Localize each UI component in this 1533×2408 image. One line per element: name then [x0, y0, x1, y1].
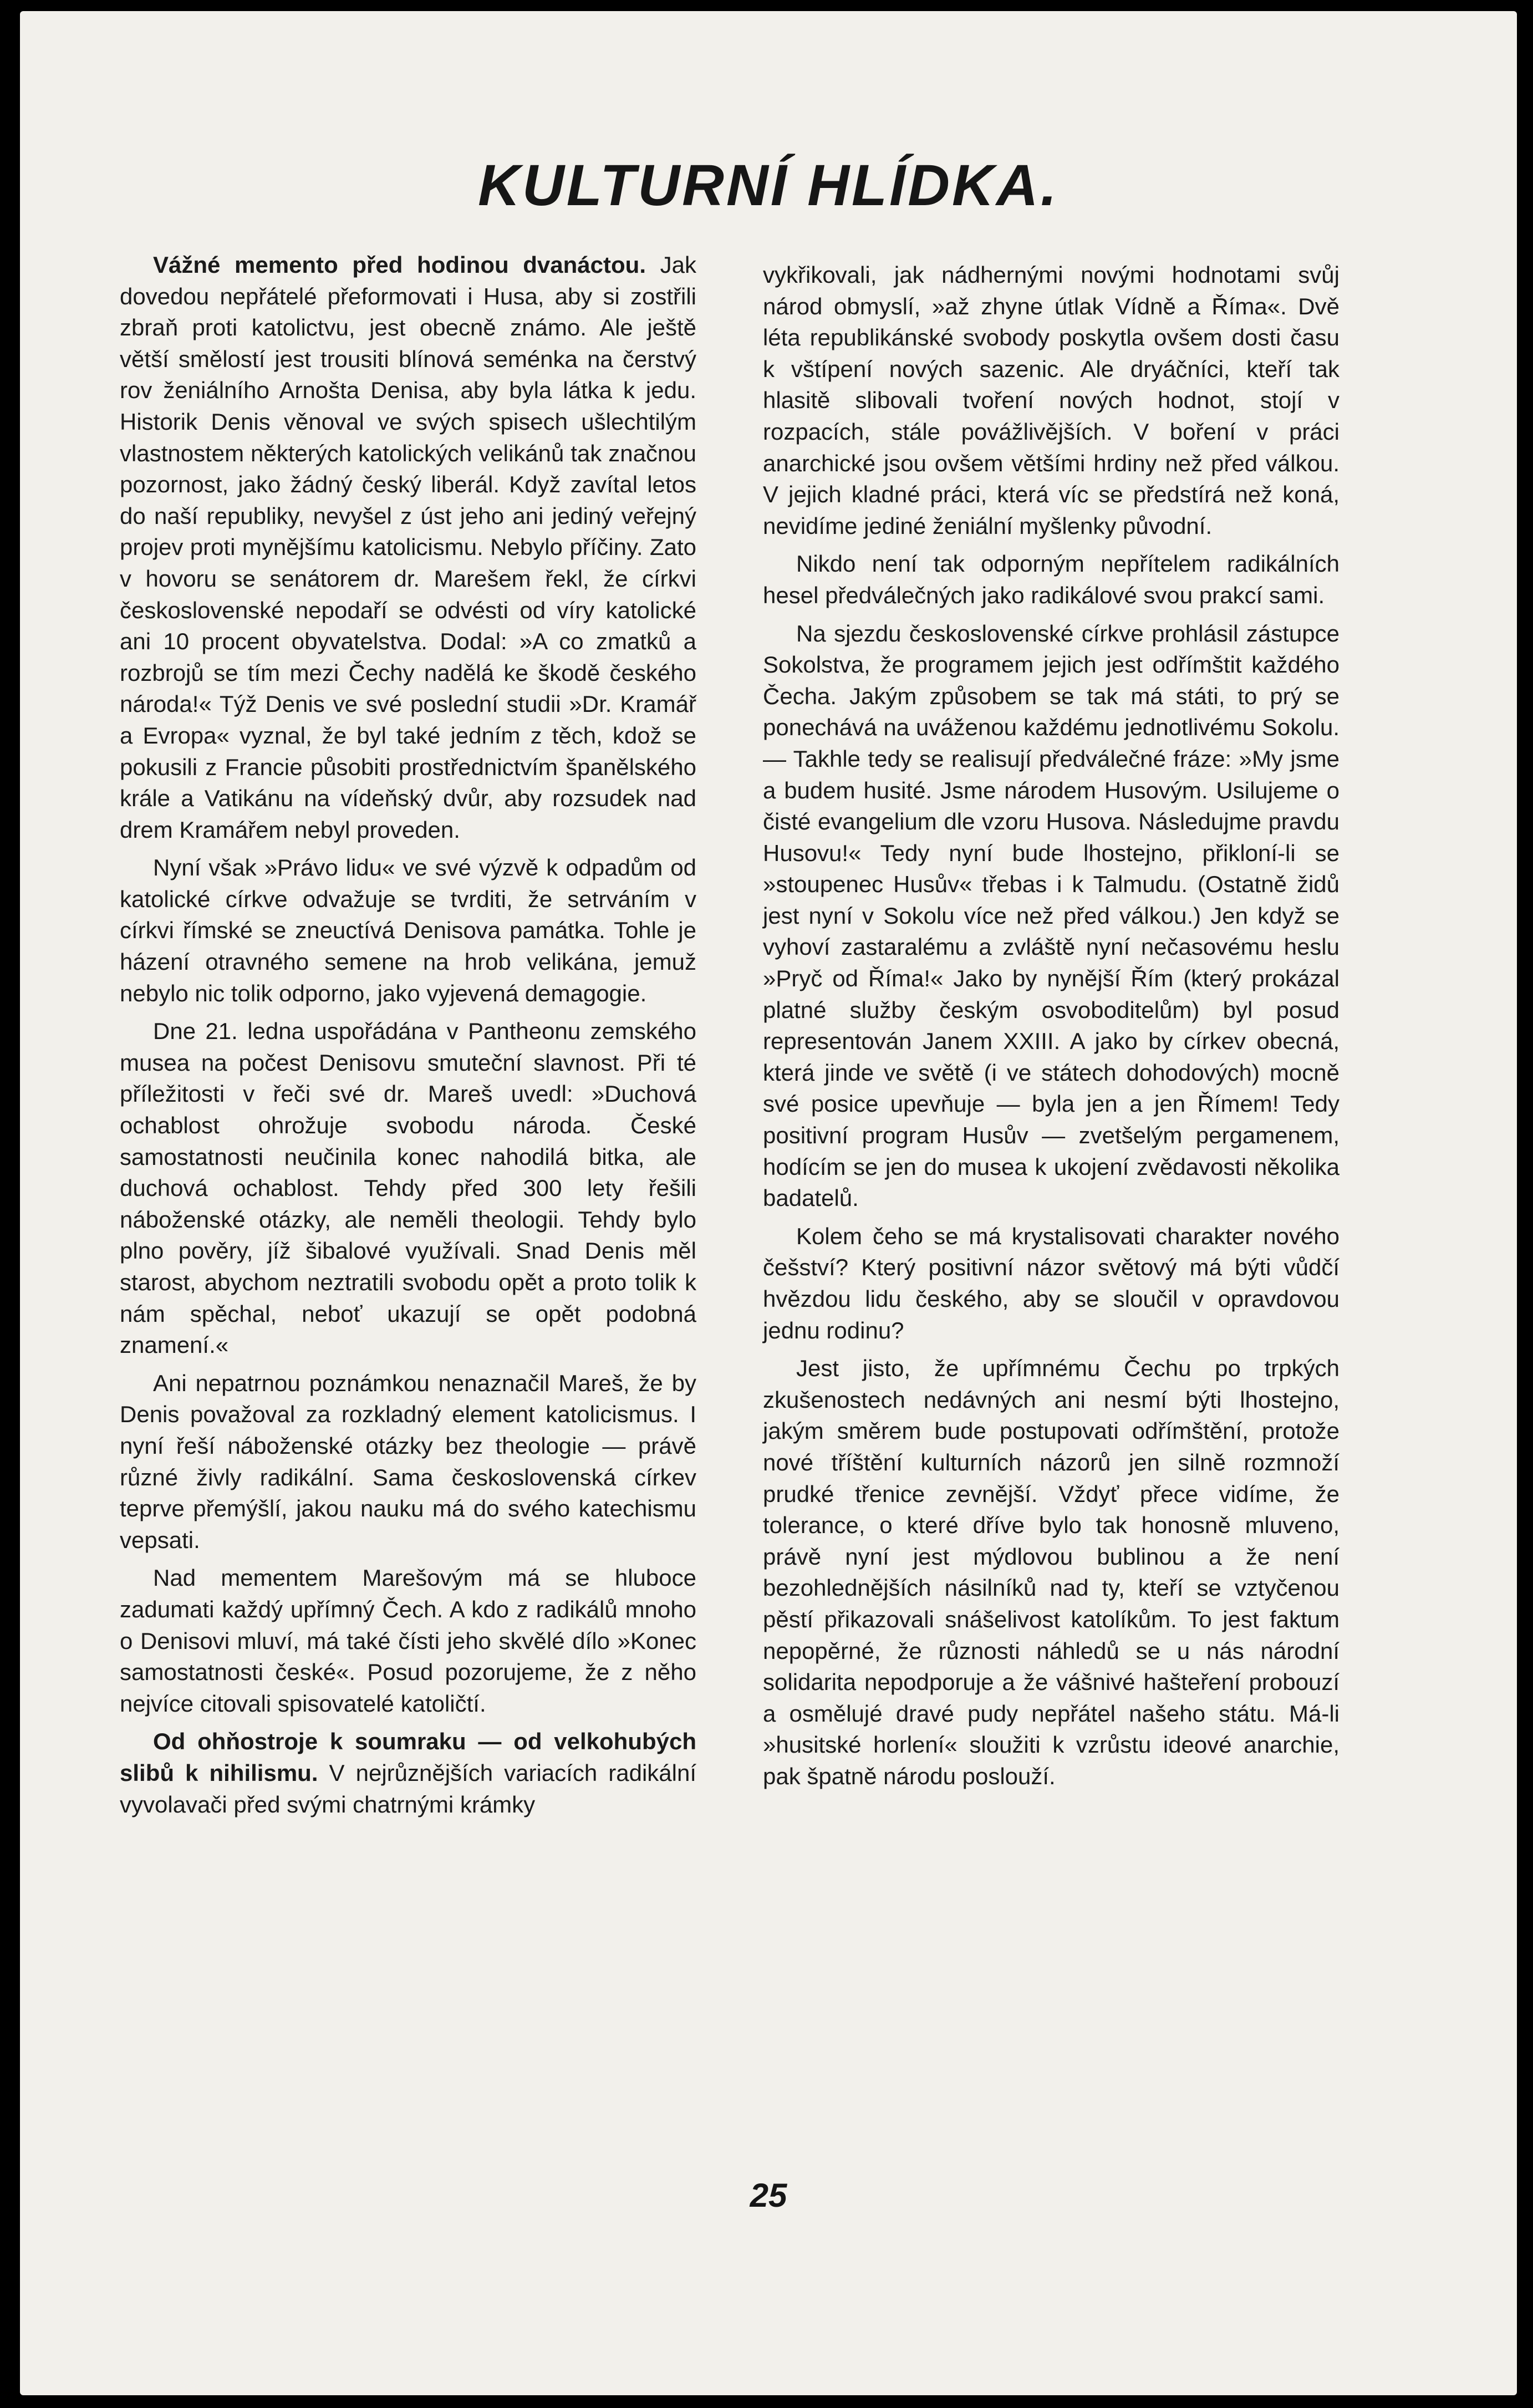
paragraph: vykřikovali, jak nádhernými novými hodnotami svůj národ obmyslí, »až zhyne útlak Vídně a Říma«. Dvě léta republikánské svobody poskytla ovšem dosti času k vštípení nových sazenic. Ale dryáčníci, kteří tak hlasitě slibovali tvoření nových hodnot, stojí v rozpacích, stále povážlivějších. V boření v práci anarchické jsou ovšem většími hrdiny než před válkou. V jejich kladné práci, která víc se předstírá než koná, nevidíme jediné ženiální myšlenky původní. [763, 262, 1340, 539]
paragraph [120, 250, 696, 846]
page-number: 25 [750, 2177, 787, 2214]
left-column [120, 250, 696, 1827]
paragraph: Na sjezdu československé církve prohlásil zástupce Sokolstva, že programem jejich jest odřímštit každého Čecha. Jakým způsobem se tak má státi, to prý se ponechává na uváženou každému jednotlivému Sokolu. — Takhle tedy se realisují předválečné fráze: »My jsme a budem husité. Jsme národem Husovým. Usilujeme o čisté evangelium dle vzoru Husova. Následujme pravdu Husovu!« Tedy nyní bude lhostejno, přikloní-li se »stoupenec Husův« třebas i k Talmudu. (Ostatně židů jest nyní v Sokolu více než před válkou.) Jen když se vyhoví zastaralému a zvláště nyní nečasovému heslu »Pryč od Říma!« Jako by nynější Řím (který prokázal platné služby českým osvoboditelům) byl posud representován Janem XXIII. A jako by církev obecná, která jinde ve světě (i ve státech dohodových) mocně své posice upevňuje — byla jen a jen Římem! Tedy positivní program Husův — zvetšelým pergamenem, hodícím se jen do musea k ukojení zvědavosti několika badatelů. [763, 620, 1340, 1211]
section-lead: Od ohňostroje k soumraku — od velkohubých slibů k nihilismu. [120, 1728, 696, 1786]
page [20, 11, 1517, 2395]
paragraph: Nyní však »Právo lidu« ve své výzvě k odpadům od katolické církve odvažuje se tvrditi, že setrváním v církvi římské se zneuctívá Denisova památka. Tohle je házení otravného semene na hrob velikána, jemuž nebylo nic tolik odporno, jako vyjevená demagogie. [120, 854, 696, 1006]
paragraph-text: V nejrůznějších variacích radikální vyvolavači před svými chatrnými krámky [120, 1759, 696, 1818]
paragraph: Kolem čeho se má krystalisovati charakter nového češství? Který positivní názor světový má býti vůdčí hvězdou lidu českého, aby se sloučil v opravdovou jednu rodinu? [763, 1223, 1340, 1343]
section-lead: Vážné memento před hodinou dvanáctou. [153, 252, 646, 278]
right-column [763, 259, 1340, 1799]
paragraph: Nikdo není tak odporným nepřítelem radikálních hesel předválečných jako radikálové svou prakcí sami. [763, 551, 1340, 608]
page-title: KULTURNÍ HLÍDKA. [478, 153, 1059, 218]
paragraph: Ani nepatrnou poznámkou nenaznačil Mareš, že by Denis považoval za rozkladný element katolicismus. I nyní řeší náboženské otázky bez theologie — právě různé živly radikální. Sama československá církev teprve přemýšlí, jakou nauku má do svého katechismu vepsati. [120, 1370, 696, 1553]
paragraph [120, 1726, 696, 1820]
paragraph-text: Jak dovedou nepřátelé přeformovati i Husa, aby si zostřili zbraň proti katolictvu, jest obecně známo. Ale ještě větší smělostí jest trousiti blínová seménka na čerstvý rov ženiálního Arnošta Denisa, aby byla látka k jedu. Historik Denis věnoval ve svých spisech ušlechtilým vlastnostem některých katolických velikánů tak značnou pozornost, jako žádný český liberál. Když zavítal letos do naší republiky, nevyšel z úst jeho ani jediný veřejný projev proti mynějšímu katolicismu. Nebylo příčiny. Zato v hovoru se senátorem dr. Marešem řekl, že církvi československé nepodaří se odvésti od víry katolické ani 10 procent obyvatelstva. Dodal: »A co zmatků a rozbrojů se tím mezi Čechy nadělá ke škodě českého národa!« Týž Denis ve své poslední studii »Dr. Kramář a Evropa« vyznal, že byl také jedním z těch, kdož se pokusili z Francie působiti prostřednictvím španělského krále a Vatikánu na vídeňský dvůr, aby rozsudek nad drem Kramářem nebyl proveden. [120, 252, 697, 843]
paragraph: Dne 21. ledna uspořádána v Pantheonu zemského musea na počest Denisovu smuteční slavnost. Při té příležitosti v řeči své dr. Mareš uvedl: »Duchová ochablost ohrožuje svobodu národa. České samostatnosti neučinila konec nahodilá bitka, ale duchová ochablost. Tehdy před 300 lety řešili náboženské otázky, ale neměli theologii. Tehdy bylo plno pověry, jíž šibalové využívali. Snad Denis měl starost, abychom neztratili svobodu opět a proto tolik k nám spěchal, neboť ukazují se opět podobná znamení.« [120, 1018, 696, 1358]
paragraph: Nad mementem Marešovým má se hluboce zadumati každý upřímný Čech. A kdo z radikálů mnoho o Denisovi mluví, má také čísti jeho skvělé dílo »Konec samostatnosti české«. Posud pozorujeme, že z něho nejvíce citovali spisovatelé katoličtí. [120, 1565, 696, 1717]
paragraph: Jest jisto, že upřímnému Čechu po trpkých zkušenostech nedávných ani nesmí býti lhostejno, jakým směrem bude postupovati odřímštění, protože nové tříštění kulturních názorů jen silně rozmnoží prudké třenice zevnější. Vždyť přece vidíme, že tolerance, o které dříve bylo tak honosně mluveno, právě nyní jest mýdlovou bublinou a že není bezohlednějších násilníků nad ty, kteří se vztyčenou pěstí přikazovali snášelivost katolíkům. To jest faktum nepopěrné, že různosti náhledů se u nás národní solidarita nepodporuje a že vášnivé hašteření probouzí a osmělujé dravé pudy nepřátel našeho státu. Má-li »husitské horlení« sloužiti k vzrůstu ideové anarchie, pak špatně národu poslouží. [763, 1355, 1340, 1789]
